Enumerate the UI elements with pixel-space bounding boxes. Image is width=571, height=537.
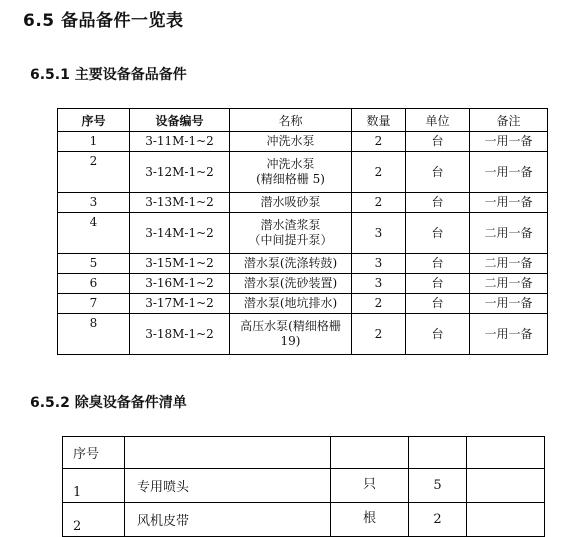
cell-unit: 台 [406, 152, 470, 193]
cell-name-line1: 潜水吸砂泵 [260, 195, 321, 209]
cell-name [230, 213, 352, 254]
table-row [58, 213, 548, 254]
table-row [58, 294, 548, 314]
subsection-title-main-equipment: 6.5.1 主要设备备品备件 [30, 67, 187, 83]
cell-name [230, 274, 352, 294]
cell-code: 3-16M-1~2 [130, 274, 230, 294]
cell-qty: 2 [352, 132, 406, 152]
cell-qty: 2 [409, 503, 467, 537]
cell-name [230, 254, 352, 274]
cell-note: 一用一备 [470, 152, 548, 193]
cell-no: 7 [58, 294, 130, 314]
cell-note: 一用一备 [470, 132, 548, 152]
table-row [58, 152, 548, 193]
cell-code: 3-13M-1~2 [130, 193, 230, 213]
cell-unit: 台 [406, 193, 470, 213]
cell-code: 3-14M-1~2 [130, 213, 230, 254]
cell-name-line1: 潜水泵(洗砂装置) [243, 276, 338, 290]
cell-no: 3 [58, 193, 130, 213]
header-note: 备注 [470, 109, 548, 132]
cell-qty: 3 [352, 254, 406, 274]
cell-empty [467, 469, 545, 503]
cell-unit: 台 [406, 132, 470, 152]
cell-no: 1 [58, 132, 130, 152]
cell-no: 5 [58, 254, 130, 274]
cell-qty: 2 [352, 193, 406, 213]
cell-qty: 2 [352, 152, 406, 193]
cell-name-line1: 潜水泵(洗涤转鼓) [243, 256, 338, 270]
cell-unit: 台 [406, 254, 470, 274]
section-title: 6.5 备品备件一览表 [23, 11, 184, 31]
cell-note: 一用一备 [470, 193, 548, 213]
cell-name-line1: 冲洗水泵 [266, 134, 315, 148]
cell-note: 二用一备 [470, 274, 548, 294]
table-row [58, 274, 548, 294]
cell-qty: 3 [352, 274, 406, 294]
header-no: 序号 [58, 109, 130, 132]
cell-code: 3-17M-1~2 [130, 294, 230, 314]
cell-unit: 台 [406, 314, 470, 355]
cell-unit: 台 [406, 213, 470, 254]
cell-name: 专用喷头 [125, 469, 331, 503]
header-qty: 数量 [352, 109, 406, 132]
header-no: 序号 [63, 437, 125, 469]
cell-name-line2: （中间提升泵） [248, 233, 333, 247]
cell-unit: 台 [406, 294, 470, 314]
table-row [58, 132, 548, 152]
cell-note: 一用一备 [470, 314, 548, 355]
cell-qty: 3 [352, 213, 406, 254]
cell-note: 二用一备 [470, 254, 548, 274]
cell-no: 6 [58, 274, 130, 294]
cell-unit: 台 [406, 274, 470, 294]
cell-unit: 只 [331, 469, 409, 503]
cell-name-line2: 19) [280, 334, 301, 348]
cell-name [230, 152, 352, 193]
table-row [58, 314, 548, 355]
table-header-row [58, 109, 548, 132]
cell-code: 3-15M-1~2 [130, 254, 230, 274]
cell-name [230, 314, 352, 355]
cell-note: 二用一备 [470, 213, 548, 254]
cell-note: 一用一备 [470, 294, 548, 314]
cell-name-line1: 冲洗水泵 [266, 157, 315, 171]
cell-unit: 根 [331, 503, 409, 537]
table-row [63, 469, 545, 503]
cell-name-line1: 高压水泵(精细格栅 [240, 319, 341, 333]
cell-name-line2: (精细格栅 5) [256, 172, 325, 186]
cell-name-line1: 潜水渣浆泵 [260, 218, 321, 232]
cell-code: 3-11M-1~2 [130, 132, 230, 152]
cell-name-line1: 潜水泵(地坑排水) [243, 296, 338, 310]
cell-name [230, 294, 352, 314]
cell-no: 1 [63, 469, 125, 503]
table-row [58, 193, 548, 213]
cell-no: 8 [58, 314, 130, 355]
cell-qty: 2 [352, 294, 406, 314]
table-header-row [63, 437, 545, 469]
cell-qty: 5 [409, 469, 467, 503]
cell-no: 4 [58, 213, 130, 254]
header-unit: 单位 [406, 109, 470, 132]
cell-name [230, 132, 352, 152]
deodor-spares-table [62, 436, 545, 537]
cell-empty [467, 503, 545, 537]
table-row [58, 254, 548, 274]
cell-no: 2 [58, 152, 130, 193]
cell-qty: 2 [352, 314, 406, 355]
subsection-title-deodor-equipment: 6.5.2 除臭设备备件清单 [30, 395, 187, 411]
header-name: 名称 [230, 109, 352, 132]
cell-name [230, 193, 352, 213]
cell-name: 风机皮带 [125, 503, 331, 537]
header-code: 设备编号 [130, 109, 230, 132]
table-row [63, 503, 545, 537]
cell-code: 3-18M-1~2 [130, 314, 230, 355]
main-equipment-spares-table [57, 108, 548, 355]
cell-code: 3-12M-1~2 [130, 152, 230, 193]
cell-no: 2 [63, 503, 125, 537]
